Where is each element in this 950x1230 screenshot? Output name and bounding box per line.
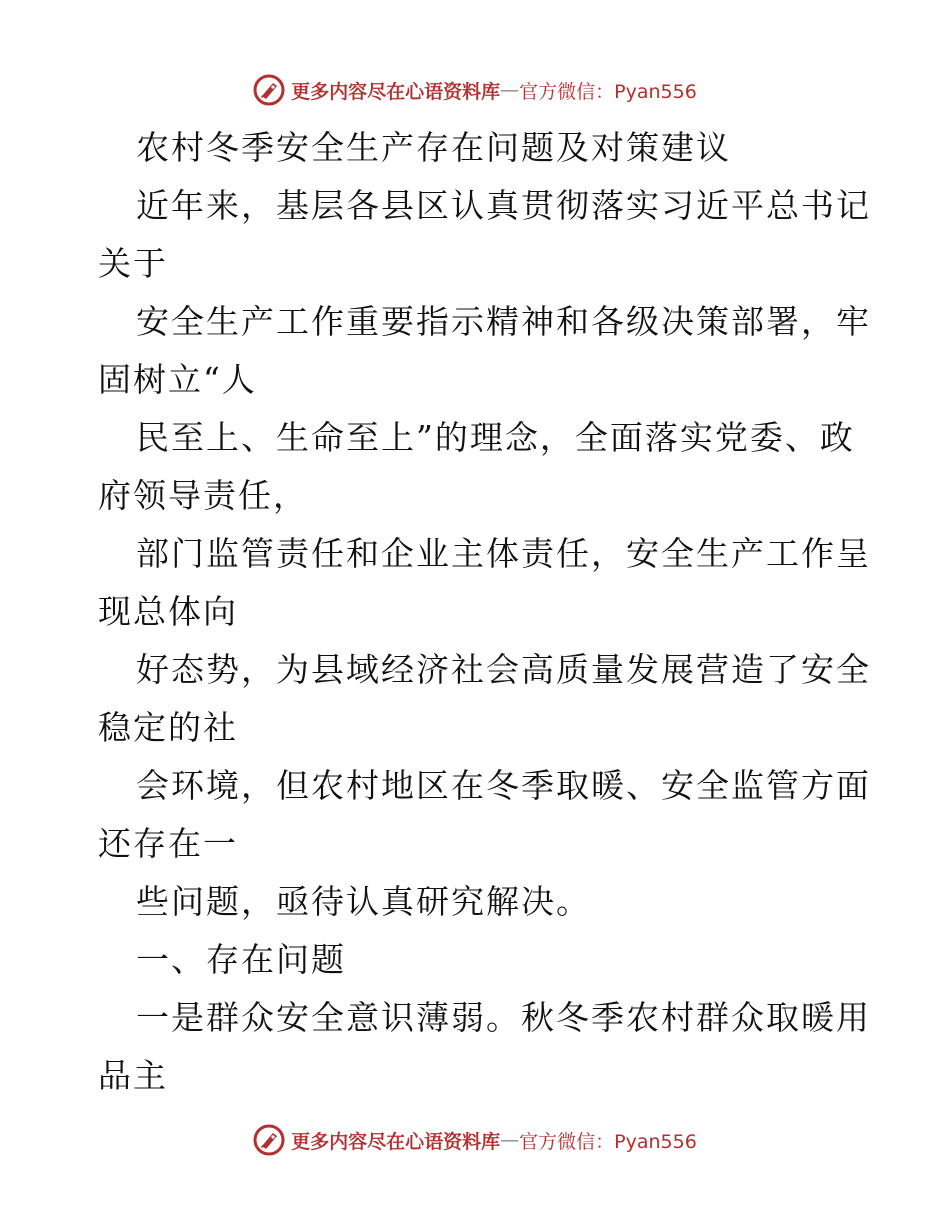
pen-nib-logo-icon <box>253 1124 285 1156</box>
paragraph-line: 部门监管责任和企业主体责任，安全生产工作呈 <box>136 534 871 573</box>
paragraph-line: 还存在一 <box>98 824 238 863</box>
document-title: 农村冬季安全生产存在问题及对策建议 <box>136 128 731 167</box>
paragraph-line: 好态势，为县域经济社会高质量发展营造了安全 <box>136 650 871 689</box>
footer-banner-wechat: 官方微信：Pyan556 <box>519 1130 697 1153</box>
paragraph-line: 会环境，但农村地区在冬季取暖、安全监管方面 <box>136 766 871 805</box>
paragraph-line: 关于 <box>98 244 168 283</box>
header-banner-dash: — <box>500 79 520 101</box>
paragraph-line: 民至上、生命至上”的理念，全面落实党委、政 <box>136 418 855 457</box>
section-heading: 一、存在问题 <box>136 940 346 979</box>
footer-banner <box>0 1120 950 1160</box>
header-banner <box>0 70 950 110</box>
paragraph-line: 府领导责任， <box>98 476 308 515</box>
paragraph-line: 固树立“人 <box>98 360 257 399</box>
paragraph-line: 一是群众安全意识薄弱。秋冬季农村群众取暖用 <box>136 998 871 1037</box>
header-banner-inner <box>253 74 697 106</box>
paragraph-line: 现总体向 <box>98 592 238 631</box>
paragraph-line: 些问题，亟待认真研究解决。 <box>136 882 591 921</box>
paragraph-line: 安全生产工作重要指示精神和各级决策部署，牢 <box>136 302 871 341</box>
paragraph-line: 稳定的社 <box>98 708 238 747</box>
pen-nib-logo-icon <box>253 74 285 106</box>
header-banner-wechat: 官方微信：Pyan556 <box>519 80 697 103</box>
footer-banner-dash: — <box>500 1129 520 1151</box>
footer-banner-text: 更多内容尽在心语资料库 <box>291 1130 501 1153</box>
paragraph-line: 近年来，基层各县区认真贯彻落实习近平总书记 <box>136 186 871 225</box>
footer-banner-inner <box>253 1124 697 1156</box>
paragraph-line: 品主 <box>98 1056 168 1095</box>
header-banner-text: 更多内容尽在心语资料库 <box>291 80 501 103</box>
